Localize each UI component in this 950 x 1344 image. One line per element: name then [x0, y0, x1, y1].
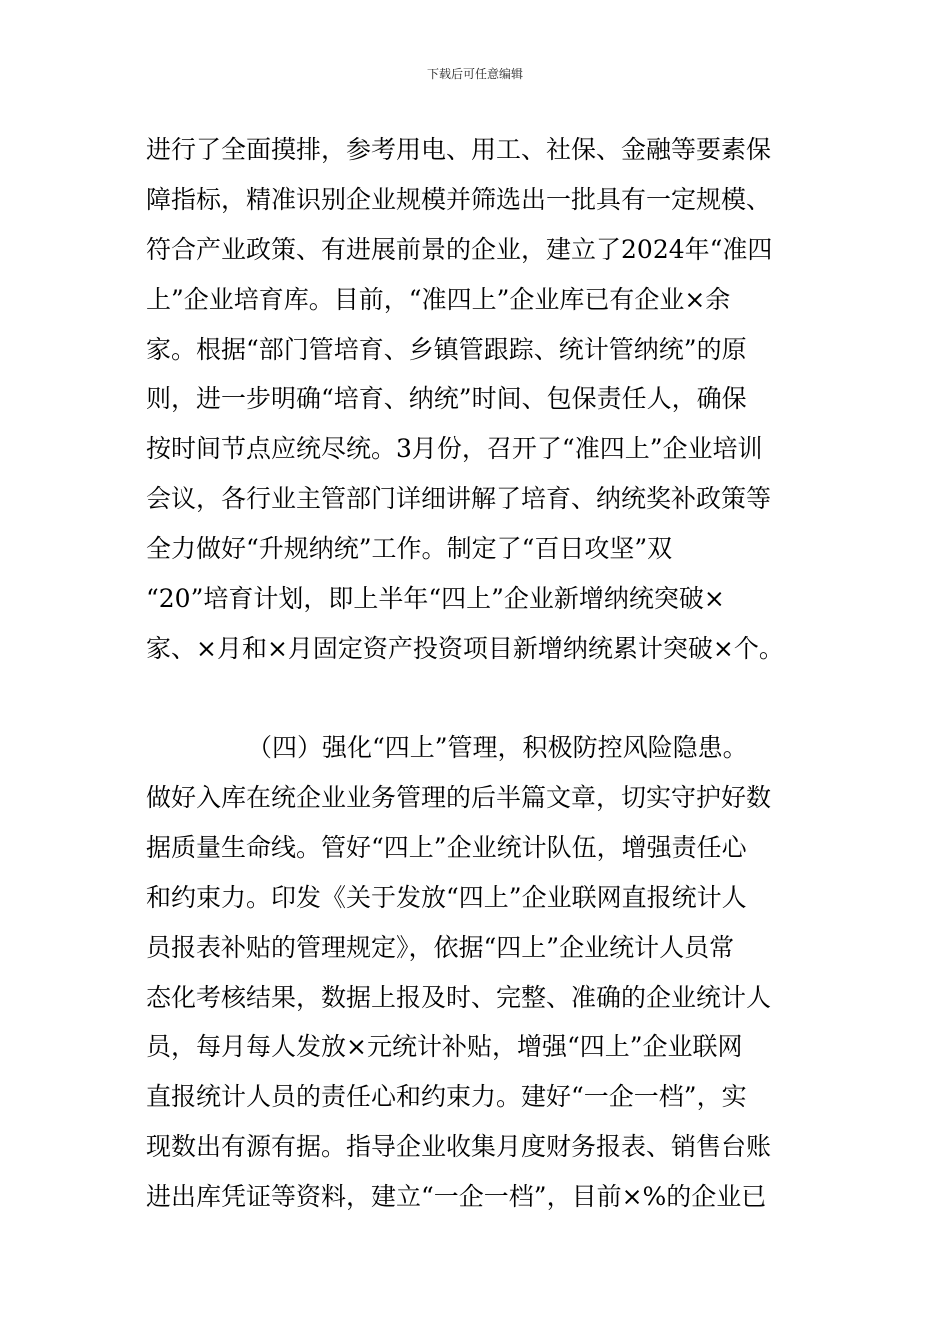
text-line: 员报表补贴的管理规定》，依据“四上”企业统计人员常: [146, 933, 735, 962]
text-line: 会议，各行业主管部门详细讲解了培育、纳统奖补政策等: [146, 484, 772, 513]
text-line: 态化考核结果，数据上报及时、完整、准确的企业统计人: [146, 983, 772, 1012]
text-line: 家、×月和×月固定资产投资项目新增纳统累计突破×个。: [146, 634, 784, 663]
text-line: 做好入库在统企业业务管理的后半篇文章，切实守护好数: [146, 783, 772, 812]
text-line: 符合产业政策、有进展前景的企业，建立了2024年“准四: [146, 235, 773, 264]
text-line: 则，进一步明确“培育、纳统”时间、包保责任人，确保: [146, 384, 747, 413]
text-line: 现数出有源有据。指导企业收集月度财务报表、销售台账: [146, 1132, 772, 1161]
text-line: 据质量生命线。管好“四上”企业统计队伍，增强责任心: [146, 833, 747, 862]
text-line: 全力做好“升规纳统”工作。制定了“百日攻坚”双: [146, 534, 673, 563]
text-line: 按时间节点应统尽统。3月份，召开了“准四上”企业培训: [146, 434, 763, 463]
text-line: “20”培育计划，即上半年“四上”企业新增纳统突破×: [146, 584, 725, 613]
text-line: 员，每月每人发放×元统计补贴，增强“四上”企业联网: [146, 1032, 743, 1061]
text-line: 直报统计人员的责任心和约束力。建好“一企一档”，实: [146, 1082, 747, 1111]
page-header: 下载后可任意编辑: [426, 67, 523, 81]
text-line: 进出库凭证等资料，建立“一企一档”，目前×%的企业已: [146, 1182, 767, 1211]
text-line: 上”企业培育库。目前，“准四上”企业库已有企业×余: [146, 285, 731, 314]
section-heading: （四）强化“四上”管理，积极防控风险隐患。: [247, 733, 748, 762]
text-line: 家。根据“部门管培育、乡镇管跟踪、统计管纳统”的原: [146, 335, 747, 364]
text-line: 进行了全面摸排，参考用电、用工、社保、金融等要素保: [146, 135, 772, 164]
text-line: 障指标，精准识别企业规模并筛选出一批具有一定规模、: [146, 185, 772, 214]
text-line: 和约束力。印发《关于发放“四上”企业联网直报统计人: [146, 883, 747, 912]
